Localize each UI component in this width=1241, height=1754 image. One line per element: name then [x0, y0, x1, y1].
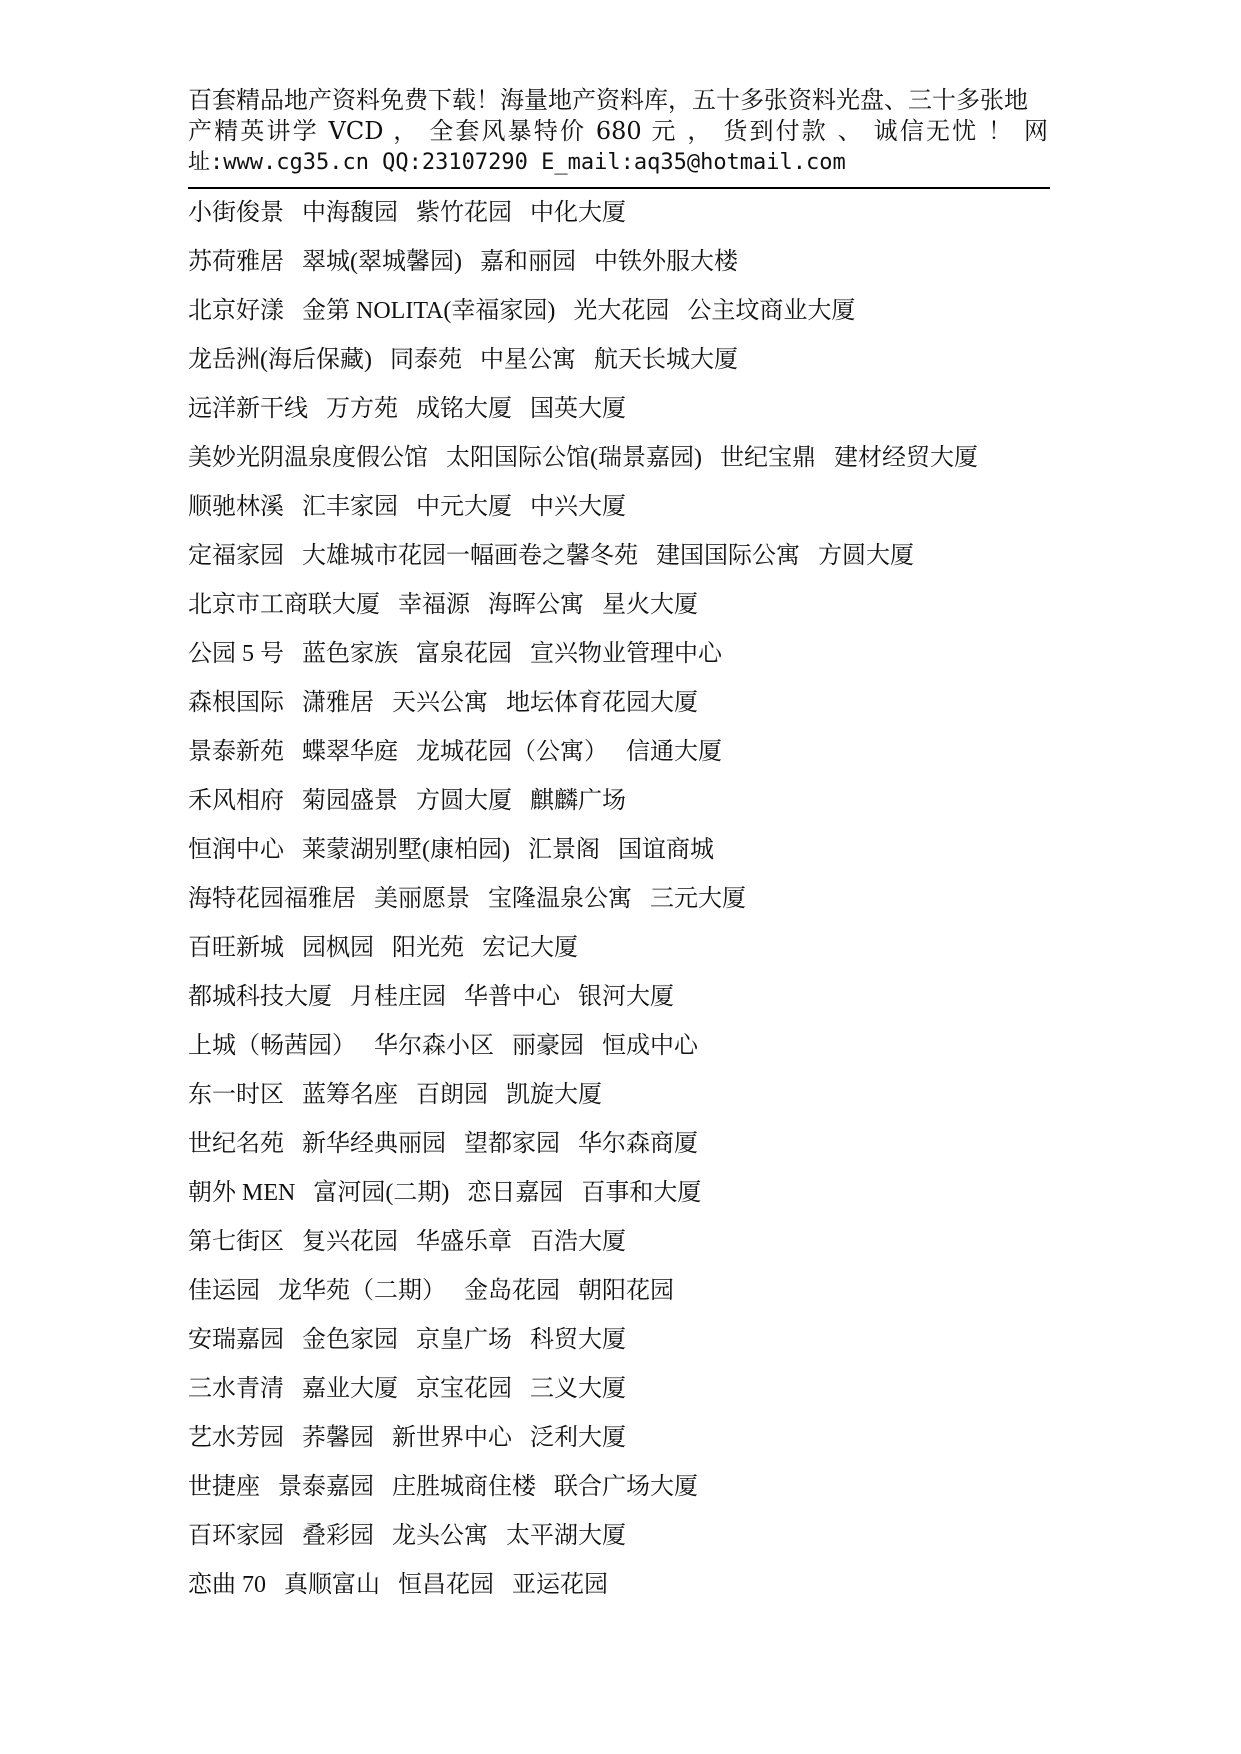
list-row: 小街俊景 中海馥园 紫竹花园 中化大厦 — [188, 200, 626, 226]
list-row: 森根国际 潇雅居 天兴公寓 地坛体育花园大厦 — [188, 690, 698, 716]
list-row: 顺驰林溪 汇丰家园 中元大厦 中兴大厦 — [188, 494, 626, 520]
list-row: 安瑞嘉园 金色家园 京皇广场 科贸大厦 — [188, 1327, 626, 1353]
list-row: 苏荷雅居 翠城(翠城馨园) 嘉和丽园 中铁外服大楼 — [188, 249, 738, 275]
list-row: 北京市工商联大厦 幸福源 海晖公寓 星火大厦 — [188, 592, 698, 618]
list-row: 龙岳洲(海后保藏) 同泰苑 中星公寓 航天长城大厦 — [188, 347, 738, 373]
list-row: 北京好漾 金第 NOLITA(幸福家园) 光大花园 公主坟商业大厦 — [188, 298, 856, 324]
list-row: 恒润中心 莱蒙湖别墅(康柏园) 汇景阁 国谊商城 — [188, 837, 714, 863]
list-row: 恋曲 70 真顺富山 恒昌花园 亚运花园 — [188, 1572, 608, 1598]
list-row: 远洋新干线 万方苑 成铭大厦 国英大厦 — [188, 396, 626, 422]
list-row: 美妙光阴温泉度假公馆 太阳国际公馆(瑞景嘉园) 世纪宝鼎 建材经贸大厦 — [188, 445, 978, 471]
list-row: 东一时区 蓝筹名座 百朗园 凯旋大厦 — [188, 1082, 602, 1108]
list-row: 世纪名苑 新华经典丽园 望都家园 华尔森商厦 — [188, 1131, 698, 1157]
header-divider — [188, 187, 1050, 189]
promo-header — [188, 85, 1048, 178]
list-row: 三水青清 嘉业大厦 京宝花园 三义大厦 — [188, 1376, 626, 1402]
list-row: 第七街区 复兴花园 华盛乐章 百浩大厦 — [188, 1229, 626, 1255]
list-row: 海特花园福雅居 美丽愿景 宝隆温泉公寓 三元大厦 — [188, 886, 746, 912]
list-row: 朝外 MEN 富河园(二期) 恋日嘉园 百事和大厦 — [188, 1180, 702, 1206]
list-row: 景泰新苑 蝶翠华庭 龙城花园（公寓） 信通大厦 — [188, 739, 722, 765]
list-row: 都城科技大厦 月桂庄园 华普中心 银河大厦 — [188, 984, 674, 1010]
list-row: 百旺新城 园枫园 阳光苑 宏记大厦 — [188, 935, 578, 961]
list-row: 定福家园 大雄城市花园一幅画卷之馨冬苑 建国国际公寓 方圆大厦 — [188, 543, 914, 569]
promo-header-line-1: 百套精品地产资料免费下载！海量地产资料库，五十多张资料光盘、三十多张地 — [188, 86, 1028, 114]
property-list — [188, 195, 1048, 1616]
contact-line: 址:www.cg35.cn QQ:23107290 E_mail:aq35@hotmail.com — [188, 150, 846, 175]
list-row: 佳运园 龙华苑（二期） 金岛花园 朝阳花园 — [188, 1278, 674, 1304]
list-row: 禾风相府 菊园盛景 方圆大厦 麒麟广场 — [188, 788, 626, 814]
list-row: 百环家园 叠彩园 龙头公寓 太平湖大厦 — [188, 1523, 626, 1549]
promo-header-line-2: 产精英讲学 VCD ， 全套风暴特价 680 元 ， 货到付款 、 诚信无忧 ！ 网 — [188, 117, 1048, 145]
list-row: 艺水芳园 荞馨园 新世界中心 泛利大厦 — [188, 1425, 626, 1451]
list-row: 世捷座 景泰嘉园 庄胜城商住楼 联合广场大厦 — [188, 1474, 698, 1500]
list-row: 公园 5 号 蓝色家族 富泉花园 宣兴物业管理中心 — [188, 641, 722, 667]
list-row: 上城（畅茜园） 华尔森小区 丽豪园 恒成中心 — [188, 1033, 698, 1059]
